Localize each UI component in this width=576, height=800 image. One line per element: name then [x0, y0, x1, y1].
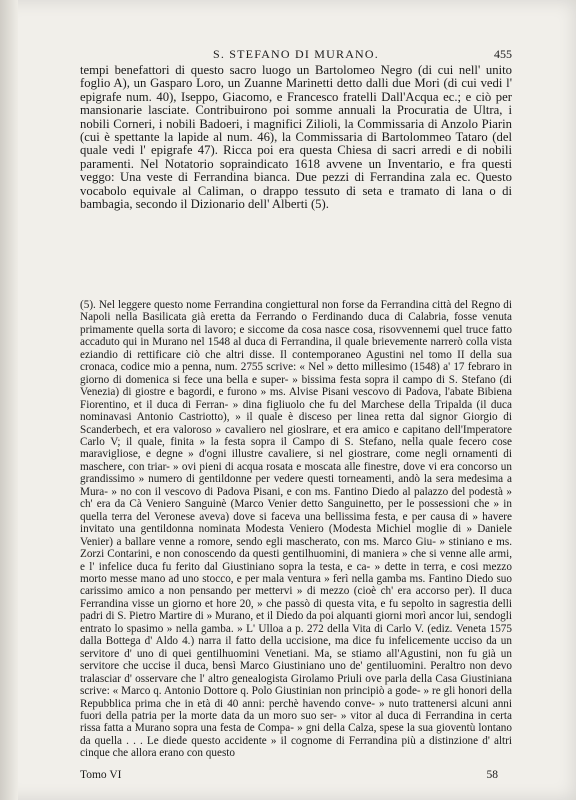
body-paragraph: tempi benefattori di questo sacro luogo un Bartolomeo Negro (di cui nell' unito foglio A), un Gasparo Loro, un Zuanne Marinetti detto dalli due Mori (di cui vedi l' epigrafe num. 40), Iseppo, Giacomo, e Francesco fratelli Dall'Acqua ec.; e ciò per mansionarie lasciate. Contribuirono poi somme annuali la Procuratia de Ultra, i nobili Corneri, i nobili Badoeri, i magnifici Zilioli, la Commissaria di Anzolo Piarin (cui è spettante la lapide al num. 46), la Commissaria di Bartolommeo Tataro (del quale vedi l' epigrafe 47). Ricca poi era questa Chiesa di sacri arredi e di nobili paramenti. Nel Notatorio sopraindicato 1618 avvene un Inventario, e fra questi veggo: Una veste di Ferrandina bianca. Due pezzi di Ferrandina zala ec. Questo vocabolo equivale al Caliman, o drappo tessuto di seta e tramato di lana o di bambagia, secondo il Dizionario dell' Alberti (5).: [80, 63, 512, 212]
page-footer: [80, 769, 512, 783]
volume-label: Tomo VI: [80, 769, 122, 781]
main-text: [80, 64, 512, 211]
page-gutter-shadow: [0, 0, 18, 800]
signature-mark: 58: [486, 769, 498, 781]
running-title: S. STEFANO DI MURANO.: [213, 47, 379, 61]
footnote-text: (5). Nel leggere questo nome Ferrandina congiettural non forse da Ferrandina città del Regno di Napoli nella Basilicata già eretta da Ferrando o Ferdinando duca di Calabria, fosse venuta primamente quella sorta di lavoro; e siccome da cosa nasce cosa, risovvennemi quel truce fatto accaduto qui in Murano nel 1548 al duca di Ferrandina, il quale brievemente narrerò colla vista eziandio di rettificare ciò che altri disse. Il contemporaneo Agustini nel tomo II della sua cronaca, codice mio a penna, num. 2755 scrive: « Nel » detto millesimo (1548) a' 17 febraro in giorno di domenica si fece una bella e super- » bissima festa sopra il campo di S. Stefano (di Venezia) di giostre e bagordi, e furono » ms. Alvise Pisani vescovo di Padova, l'abate Bibiena Fiorentino, et il duca di Ferran- » dina figliuolo che fu del Marchese della Tripalda (il duca nominavasi Antonio Castriotto), » il quale è disceso per linea retta dal signor Giorgio di Scanderbech, et era valoroso » cavaliero nel gioslrare, et era amico e capitano dell'Imperatore Carlo V; il quale, finita » la festa sopra il Campo di S. Stefano, nella quale fecero cose maravigliose, e degne » d'ogni illustre cavaliere, si nel giostrare, come negli ornamenti di maschere, con triar- » ovi pieni di acqua rosata e moscata alle finestre, dove vi era concorso un grandissimo » numero di gentildonne per vedere questi torneamenti, andò la sera medesima a Mura- » no con il vescovo di Padova Pisani, e con ms. Fantino Diedo al palazzo del podestà » ch' era da Cà Veniero Sanguinè (Marco Venier detto Sanguinetto, per le possessioni che » in quella terra del Veronese aveva) dove si faceva una bellissima festa, e per causa di » havere invitato una gentildonna nominata Modesta Veniero (Modesta Michiel moglie di » Daniele Venier) a ballare venne a romore, sendo egli mascherato, con ms. Marco Giu- » stiniano e ms. Zorzi Contarini, e non conoscendo da questi gentilhuomini, di maniera » che si venne alle armi, e l' infelice duca fu ferito dal Giustiniano sopra la testa, e ca- » dette in terra, e cosi mezzo morto messe mano ad uno stocco, e per mala ventura » ferì nella gamba ms. Fantino Diedo suo carissimo amico a non pensando per mettervi » di mezzo (cioè ch' era accorso per). Il duca Ferrandina visse un giorno et hore 20, » che passò di questa vita, e fu sepolto in sagrestia delli padri di S. Pietro Martire di » Murano, et il Diedo da poi alquanti giorni morì ancor lui, sendogli entrato lo spasimo » nella gamba. » L' Ulloa a p. 272 della Vita di Carlo V. (ediz. Veneta 1575 dalla Bottega d' Aldo 4.) narra il fatto della uccisione, ma dice fu infelicemente ucciso da un servitore d' uno di quei gentilhuomini Venetiani. Ma, se stiamo all'Agustini, non fu già un servitore che uccise il duca, bensì Marco Giustiniano uno de' gentiluomini. Peraltro non devo tralasciar d' osservare che l' altro genealogista Girolamo Priuli ove parla della Casa Giustiniana scrive: « Marco q. Antonio Dottore q. Polo Giustinian non principiò a gode- » re gli honori della Repubblica prima che in età di 40 anni: perchè havendo conve- » nuto trattenersi alcuni anni fuori della patria per la morte data da un moro suo ser- » vitor al duca di Ferrandina in certa rissa fatta a Murano sopra una festa de Compa- » gni della Calza, spese la sua gioventù lontano da quella . . . Le diede questo accidente » il cognome di Ferrandina più a distinzione d' altri cinque che allora erano con questo: [80, 299, 512, 760]
page-header: [80, 47, 512, 63]
footnote-block: [80, 299, 512, 760]
page-number: 455: [494, 47, 512, 61]
